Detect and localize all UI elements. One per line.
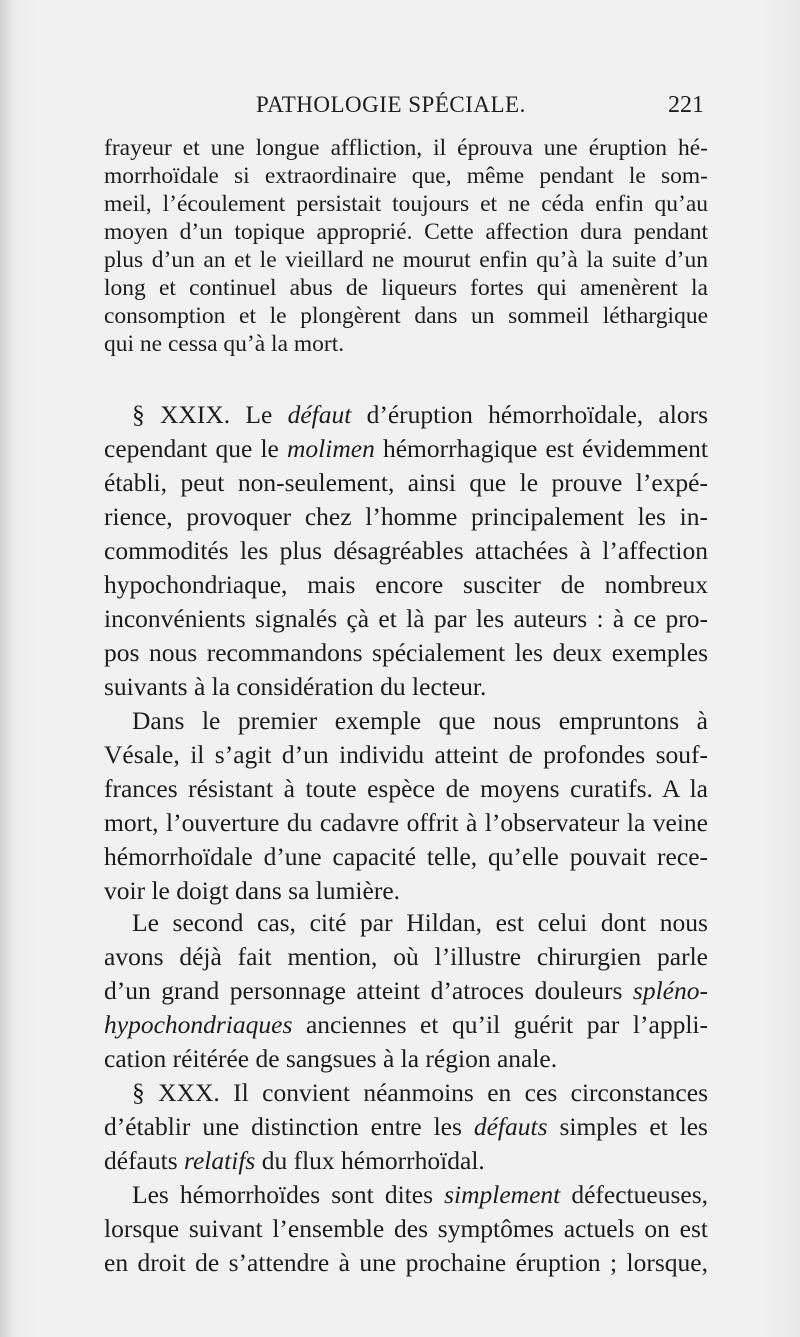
text-line: commodités les plus désagréables attachées à l’affection (104, 536, 708, 565)
text-line: frances résistant à toute espèce de moyens curatifs. A la (104, 774, 708, 803)
text-line: long et continuel abus de liqueurs fortes qui amenèrent la (104, 275, 708, 301)
text-line: en droit de s’attendre à une prochaine éruption ; lorsque, (104, 1248, 708, 1277)
text-line: mort, l’ouverture du cadavre offrit à l’observateur la veine (104, 808, 708, 837)
text-line: pos nous recommandons spécialement les deux exemples (104, 638, 708, 667)
text-line: Le second cas, cité par Hildan, est celui dont nous (132, 908, 708, 937)
page-number: 221 (668, 92, 704, 118)
text-line: consomption et le plongèrent dans un sommeil léthargique (104, 303, 708, 329)
text-line: moyen d’un topique approprié. Cette affection dura pendant (104, 219, 708, 245)
text-line: défauts relatifs du flux hémorrhoïdal. (104, 1146, 485, 1175)
section-heading-line: § XXIX. Le défaut d’éruption hémorrhoïdale, alors (132, 400, 708, 429)
text-line: meil, l’écoulement persistait toujours et ne céda enfin qu’au (104, 191, 708, 217)
text-line: suivants à la considération du lecteur. (104, 672, 487, 701)
text-line: rience, provoquer chez l’homme principalement les in- (104, 502, 708, 531)
text-line: cation réitérée de sangsues à la région anale. (104, 1044, 558, 1073)
running-head: PATHOLOGIE SPÉCIALE. (256, 92, 526, 117)
text-line: établi, peut non-seulement, ainsi que le prouve l’expé- (104, 468, 708, 497)
text-line: lorsque suivant l’ensemble des symptômes actuels on est (104, 1214, 708, 1243)
text-line: avons déjà fait mention, où l’illustre chirurgien parle (104, 942, 708, 971)
text-line: frayeur et une longue affliction, il éprouva une éruption hé- (104, 135, 708, 161)
text-line: cependant que le molimen hémorrhagique est évidemment (104, 434, 709, 463)
text-line: Dans le premier exemple que nous empruntons à (132, 706, 708, 735)
text-line: hypochondriaque, mais encore susciter de nombreux (104, 570, 708, 599)
text-line: Vésale, il s’agit d’un individu atteint de profondes souf- (104, 740, 708, 769)
text-line: plus d’un an et le vieillard ne mourut enfin qu’à la suite d’un (104, 247, 708, 273)
text-line: voir le doigt dans sa lumière. (104, 876, 401, 905)
text-line: d’établir une distinction entre les défauts simples et les (104, 1112, 708, 1141)
text-line: Les hémorrhoïdes sont dites simplement défectueuses, (132, 1180, 709, 1209)
section-heading-line: § XXX. Il convient néanmoins en ces circonstances (132, 1078, 708, 1107)
text-line: d’un grand personnage atteint d’atroces douleurs spléno- (104, 976, 708, 1005)
text-line: hypochondriaques anciennes et qu’il guérit par l’appli- (104, 1010, 708, 1039)
text-line: hémorrhoïdale d’une capacité telle, qu’elle pouvait rece- (104, 842, 708, 871)
text-line: morrhoïdale si extraordinaire que, même pendant le som- (104, 163, 708, 189)
text-line: qui ne cessa qu’à la mort. (104, 331, 345, 357)
page-header (104, 92, 704, 126)
text-line: inconvénients signalés çà et là par les auteurs : à ce pro- (104, 604, 708, 633)
